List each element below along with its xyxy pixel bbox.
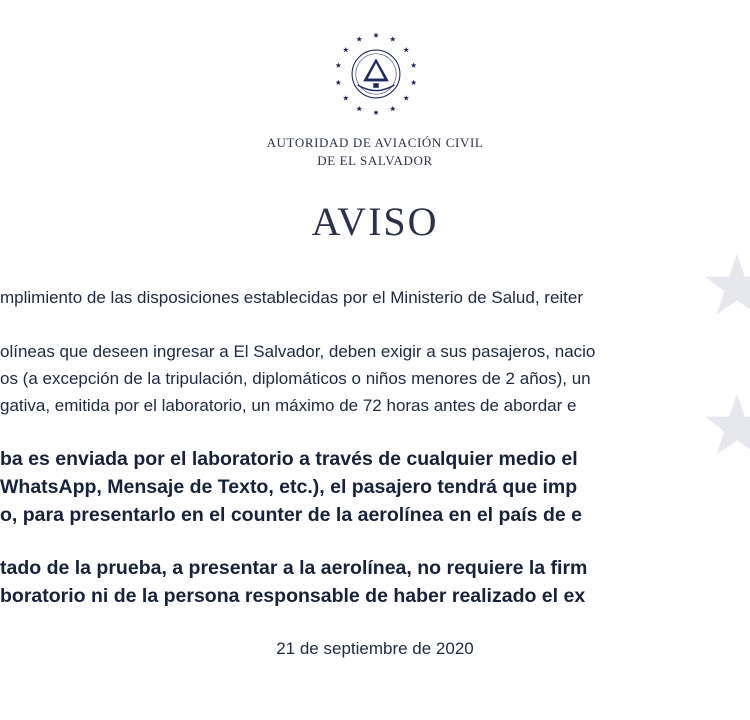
body-text-line: gativa, emitida por el laboratorio, un máximo de 72 horas antes de abordar e [0,396,577,415]
body-text-line: mplimiento de las disposiciones establecidas por el Ministerio de Salud, reiter [0,288,584,307]
seal-star-icon [390,36,396,41]
authority-country: DE EL SALVADOR [317,153,433,168]
seal-star-icon [411,62,417,67]
seal-star-icon [356,36,362,41]
bold-text-line: boratorio ni de la persona responsable de haber realizado el ex [0,585,586,607]
bold-text-line: o, para presentarlo en el counter de la aerolínea en el país de e [0,504,582,526]
el-salvador-coat-of-arms-icon [330,28,422,120]
authority-name: AUTORIDAD DE AVIACIÓN CIVIL [266,135,484,150]
body-text-line: olíneas que deseen ingresar a El Salvador, deben exigir a sus pasajeros, nacio [0,342,596,361]
seal-star-icon [336,80,342,85]
bold-text-line: WhatsApp, Mensaje de Texto, etc.), el pasajero tendrá que imp [0,476,578,498]
background-star-icon [702,250,750,320]
bold-text-line: ba es enviada por el laboratorio a través de cualquier medio el [0,448,578,470]
seal-star-icon [373,32,379,37]
seal-star-icon [403,95,409,100]
bold-text-line: tado de la prueba, a presentar a la aerolínea, no requiere la firm [0,557,588,579]
seal-star-icon [403,47,409,52]
seal-star-icon [343,95,349,100]
background-star-icon [702,390,750,460]
notice-date: 21 de septiembre de 2020 [276,639,474,658]
notice-title: AVISO [311,199,439,244]
seal-star-icon [336,62,342,67]
seal-star-icon [373,110,379,115]
seal-star-icon [356,106,362,111]
seal-star-icon [343,47,349,52]
body-text-line: os (a excepción de la tripulación, diplomáticos o niños menores de 2 años), un [0,369,591,388]
seal-star-icon [390,106,396,111]
seal-star-icon [411,80,417,85]
